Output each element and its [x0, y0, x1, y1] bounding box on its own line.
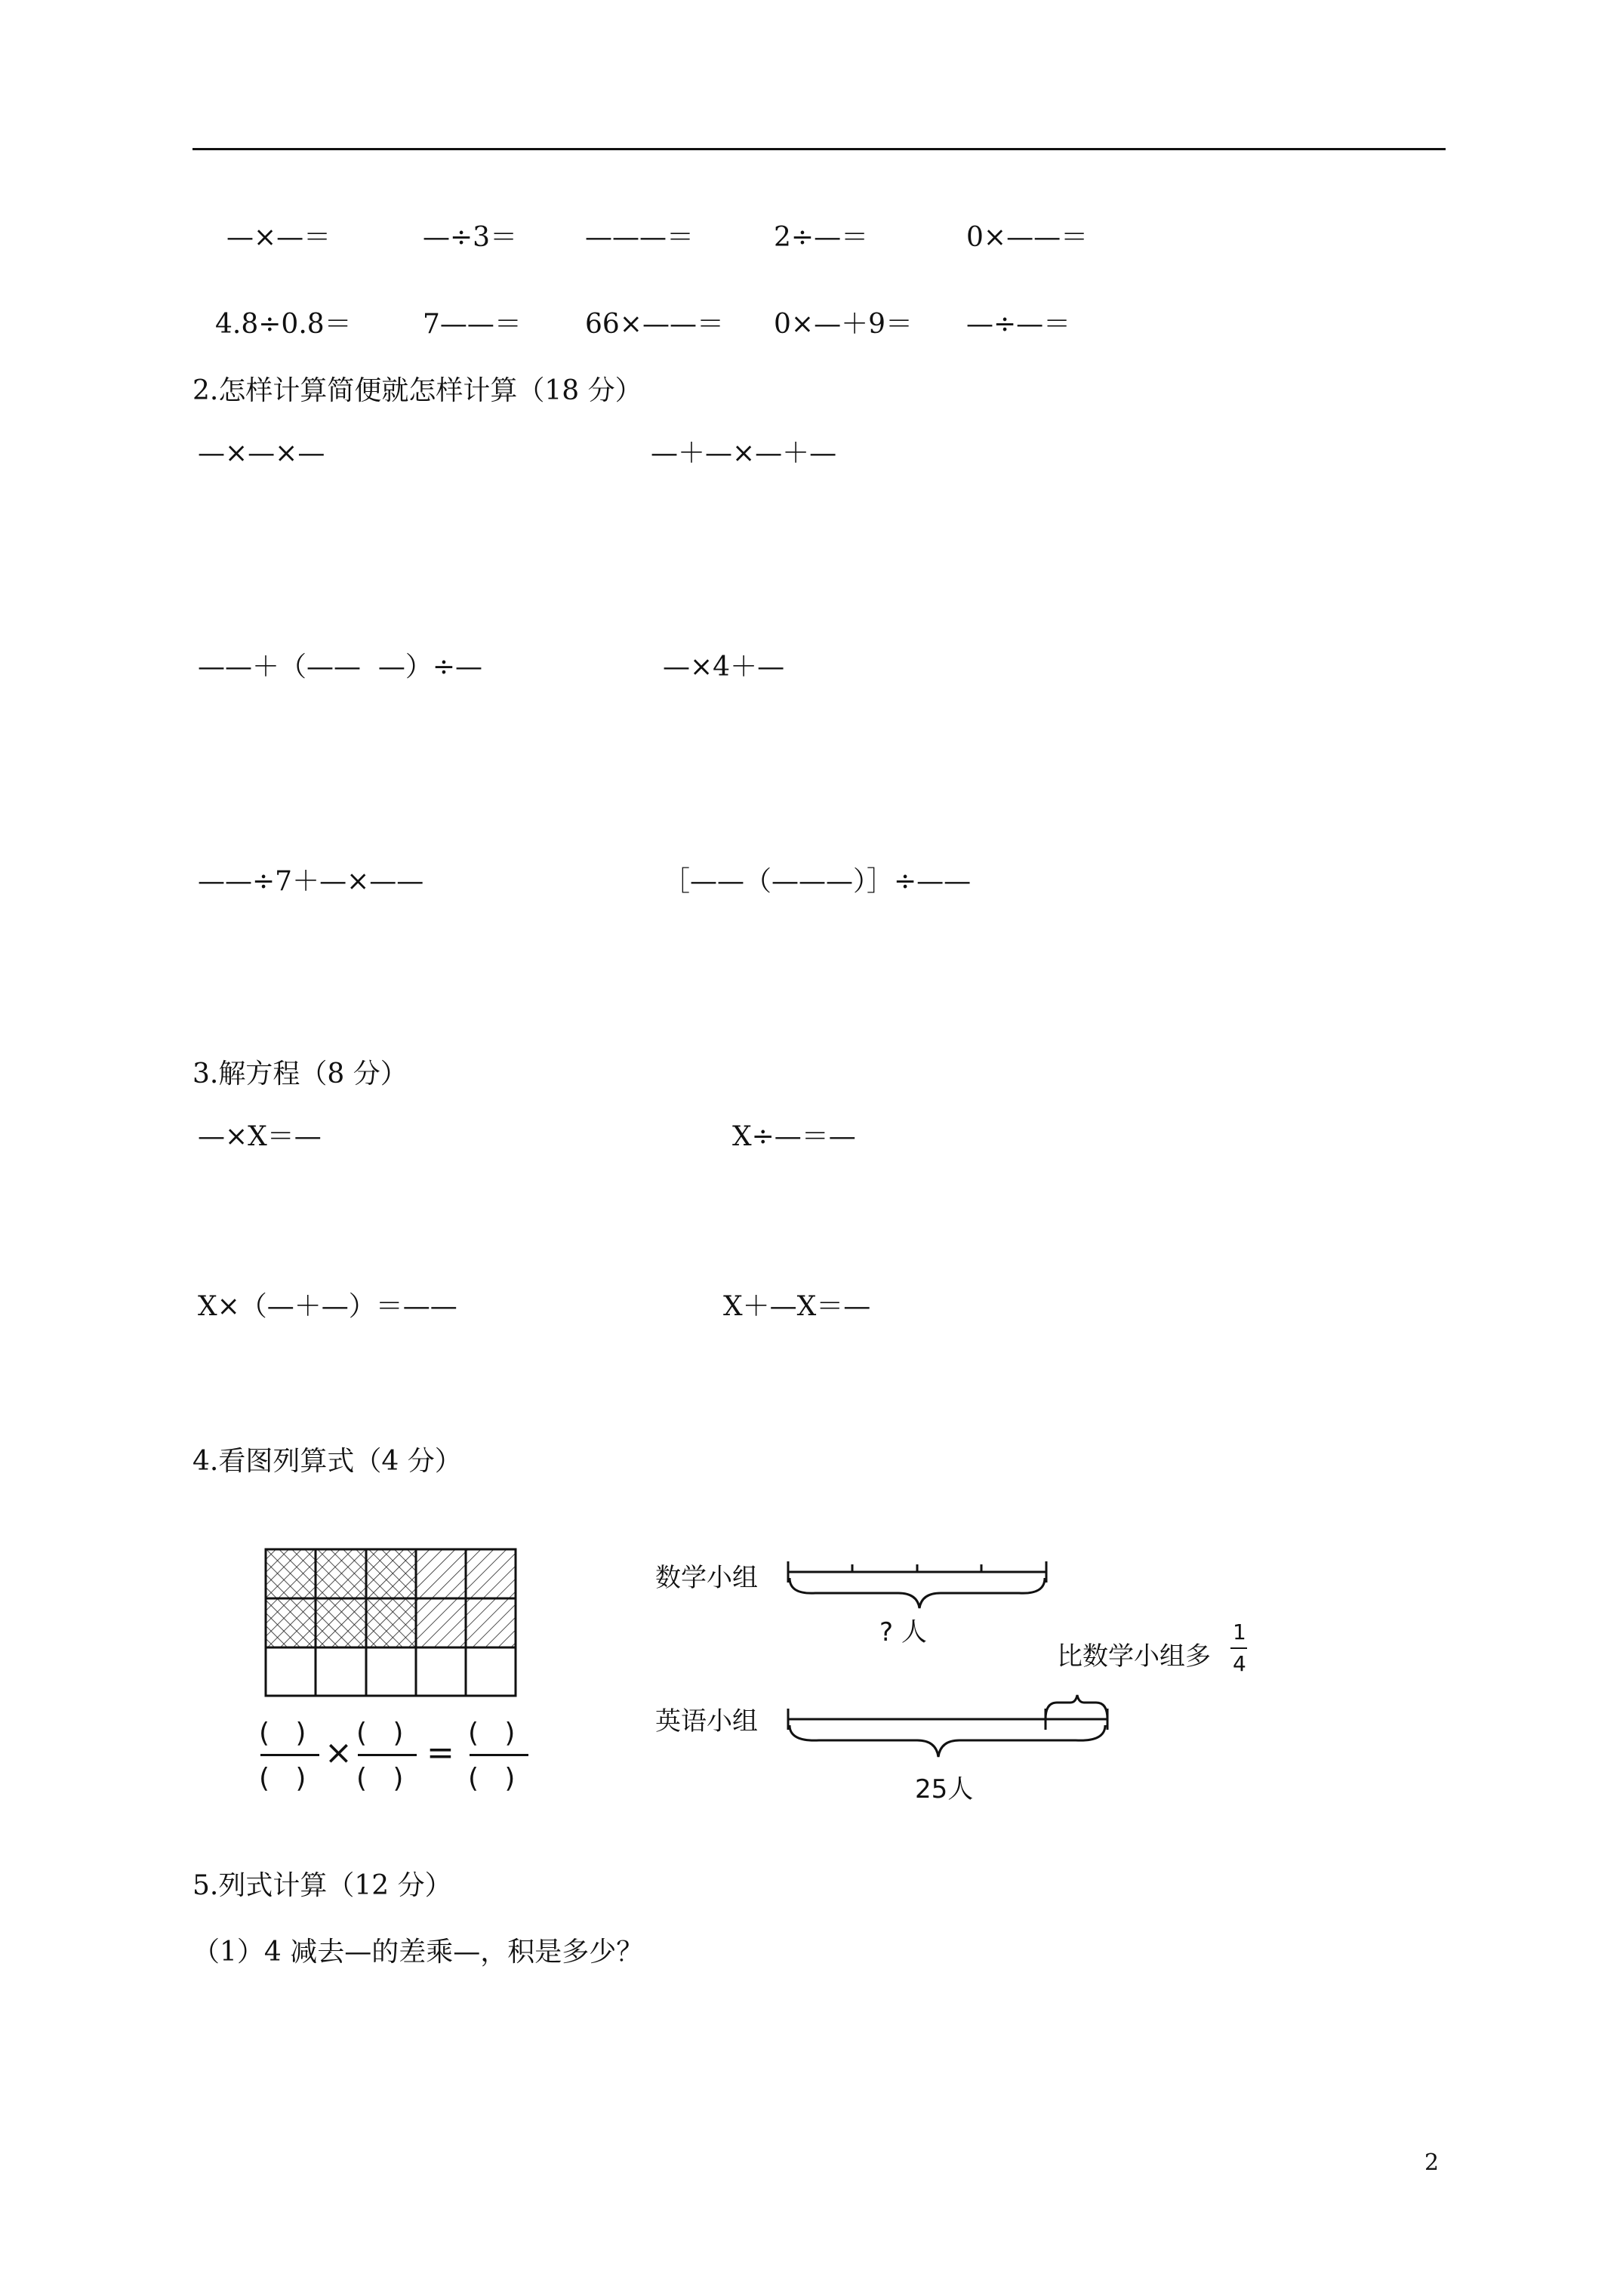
fraction-numerator-2: ( )	[356, 1718, 404, 1749]
q2-item: —＋—×—＋—	[651, 438, 837, 469]
q2-item: —×—×—	[198, 438, 325, 469]
oral-item: 4.8÷0.8＝	[215, 309, 352, 340]
oral-item: 0×—＋9＝	[774, 309, 913, 340]
q3-item: X＋—X＝—	[723, 1291, 871, 1322]
oral-item: 66×——＝	[585, 309, 724, 340]
oral-item: —÷—＝	[966, 309, 1071, 340]
q5-title: 5.列式计算（12 分）	[192, 1870, 452, 1901]
q2-item: ［——（———）］÷——	[663, 866, 972, 897]
oral-item: ———＝	[585, 222, 694, 253]
header-rule	[192, 148, 1446, 150]
q3-item: —×X＝—	[198, 1121, 322, 1152]
q2-item: ——＋（—— —）÷—	[198, 652, 483, 683]
fraction-one-quarter-den: 4	[1233, 1651, 1246, 1676]
oral-item: 0×——＝	[966, 222, 1089, 253]
q5-item: （1）4 减去—的差乘—，积是多少？	[192, 1937, 644, 1968]
fraction-denominator-2: ( )	[356, 1763, 404, 1794]
q3-item: X÷—＝—	[732, 1121, 856, 1152]
fraction-bar-3	[470, 1754, 528, 1756]
q2-title: 2.怎样计算简便就怎样计算（18 分）	[192, 375, 642, 406]
page-number: 2	[1424, 2150, 1440, 2176]
fraction-bar-1	[260, 1754, 319, 1756]
fraction-one-quarter-bar	[1230, 1647, 1247, 1649]
oral-item: —×—＝	[226, 222, 331, 253]
q2-item: ——÷7＋—×——	[198, 866, 424, 897]
fraction-numerator-3: ( )	[468, 1718, 516, 1749]
oral-item: 7——＝	[423, 309, 522, 340]
total-people-label: 25人	[915, 1774, 974, 1804]
english-group-segment	[785, 1665, 1117, 1763]
q3-item: X×（—＋—）＝——	[198, 1291, 457, 1322]
equals-sign: =	[427, 1734, 454, 1772]
fraction-denominator-3: ( )	[468, 1763, 516, 1794]
q3-title: 3.解方程（8 分）	[192, 1059, 408, 1089]
oral-item: —÷3＝	[423, 222, 518, 253]
shaded-grid-figure	[264, 1548, 517, 1697]
english-group-label: 英语小组	[655, 1706, 758, 1737]
fraction-one-quarter-num: 1	[1233, 1620, 1246, 1644]
fraction-numerator-1: ( )	[259, 1718, 306, 1749]
compare-label: 比数学小组多	[1057, 1641, 1211, 1672]
oral-item: 2÷—＝	[774, 222, 869, 253]
q2-item: —×4＋—	[663, 652, 785, 683]
math-group-label: 数学小组	[655, 1563, 758, 1593]
unknown-people-label: ? 人	[879, 1617, 927, 1647]
fraction-bar-2	[358, 1754, 417, 1756]
times-sign: ×	[325, 1734, 353, 1772]
q4-title: 4.看图列算式（4 分）	[192, 1446, 462, 1477]
fraction-denominator-1: ( )	[259, 1763, 306, 1794]
math-group-segment	[785, 1555, 1049, 1616]
